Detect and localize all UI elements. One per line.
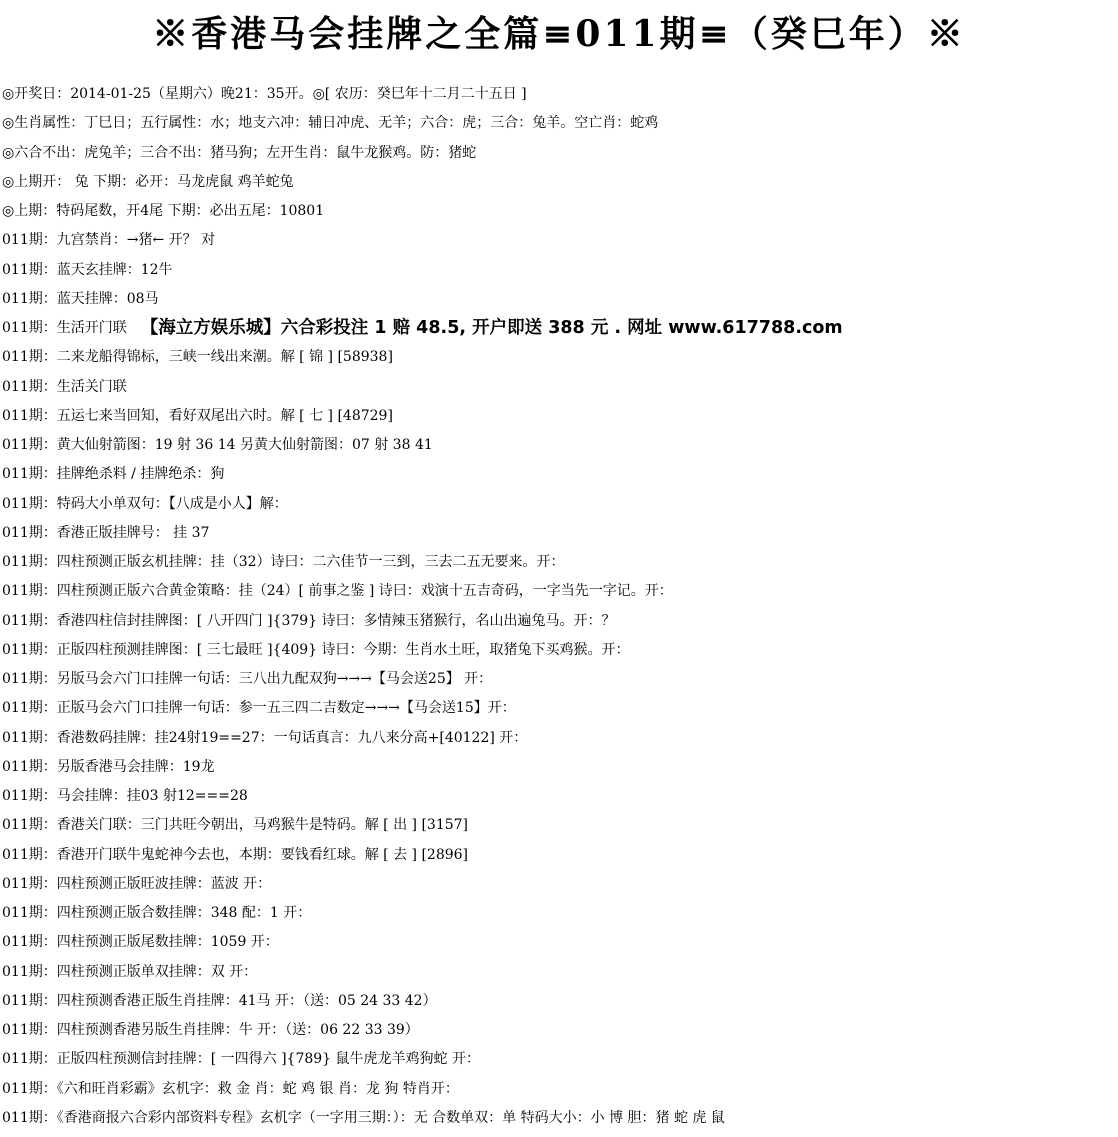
info-line-last-tail: ◎上期：特码尾数，开4尾 下期：必出五尾：10801	[2, 203, 325, 219]
list-item: 011期：四柱预测香港正版生肖挂牌：41马 开：（送：05 24 33 42）	[2, 992, 437, 1009]
list-item: 011期：生活开门联 【海立方娱乐城】六合彩投注 1 赔 48.5, 开户即送 388 元 . 网址 www.617788.com	[2, 318, 843, 338]
list-item: 011期：黄大仙射箭图：19 射 36 14 另黄大仙射箭图：07 射 38 41	[2, 437, 433, 453]
list-item: 011期：正版四柱预测信封挂牌：[ 一四得六 ]{789} 鼠牛虎龙羊鸡狗蛇 开：	[2, 1051, 480, 1068]
list-item: 011期：另版马会六门口挂牌一句话：三八出九配双狗→→→【马会送25】 开：	[2, 671, 493, 687]
list-item: 011期：四柱预测正版旺波挂牌：蓝波 开：	[2, 875, 272, 892]
list-item: 011期：生活关门联	[2, 378, 127, 395]
list-item: 011期：香港四柱信封挂牌图：[ 八开四门 ]{379} 诗曰：多情辣玉猪猴行，名山出遍兔马。开：？	[2, 612, 616, 629]
list-item: 011期：二来龙船得锦标，三峡一线出来潮。解 [ 锦 ] [58938]	[2, 349, 393, 366]
list-item: 011期：另版香港马会挂牌：19龙	[2, 758, 215, 775]
list-item: 011期：九宫禁肖：→猪← 开？ 对	[2, 232, 216, 249]
list-item: 011期：正版马会六门口挂牌一句话：参一五三四二吉数定→→→【马会送15】开：	[2, 700, 516, 717]
list-item: 011期：四柱预测正版合数挂牌：348 配：1 开：	[2, 905, 312, 921]
list-item: 011期：香港关门联：三门共旺今朝出，马鸡猴牛是特码。解 [ 出 ] [3157]	[2, 817, 468, 834]
list-item: 011期：四柱预测正版玄机挂牌：挂（32）诗曰：二六佳节一三到，三去二五无要来。开：	[2, 554, 565, 570]
list-item: 011期：蓝天玄挂牌：12牛	[2, 261, 173, 278]
content-list	[2, 80, 1116, 1133]
list-item: 011期：特码大小单双句：【八成是小人】解：	[2, 495, 288, 512]
list-item: 011期：《六和旺肖彩霸》玄机字：救 金 肖：蛇 鸡 银 肖：龙 狗 特肖开：	[2, 1080, 459, 1097]
list-item: 011期：香港数码挂牌：挂24射19==27：一句话真言：九八来分高+[40122] 开：	[2, 729, 528, 746]
list-item: 011期：《香港商报六合彩内部资料专程》玄机字（一字用三期：）：无 合数单双：单 特码大小：小 博 胆：猪 蛇 虎 鼠	[2, 1109, 725, 1126]
list-item: 011期：四柱预测正版尾数挂牌：1059 开：	[2, 934, 279, 951]
list-item: 011期：四柱预测正版单双挂牌：双 开：	[2, 963, 258, 980]
page-title: ※香港马会挂牌之全篇≡011期≡（癸巳年）※	[152, 13, 966, 55]
list-item: 011期：正版四柱预测挂牌图：[ 三七最旺 ]{409} 诗曰：今期：生肖水土旺，取猪兔下买鸡猴。开：	[2, 641, 630, 658]
info-line-attributes: ◎生肖属性：丁巳日；五行属性：水；地支六冲：辅日冲虎、无羊；六合：虎；三合：兔羊。空亡肖：蛇鸡	[2, 115, 659, 132]
info-line-last-draw: ◎上期开： 兔 下期：必开：马龙虎鼠 鸡羊蛇兔	[2, 173, 294, 190]
list-item: 011期：香港开门联牛鬼蛇神今去也，本期：要钱看红球。解 [ 去 ] [2896]	[2, 846, 468, 863]
ad-banner-link[interactable]: 【海立方娱乐城】六合彩投注 1 赔 48.5, 开户即送 388 元 . 网址 www.617788.com	[140, 318, 843, 338]
info-line-date: ◎开奖日：2014-01-25（星期六）晚21：35开。◎[ 农历：癸巳年十二月二十五日 ]	[2, 86, 527, 102]
list-item: 011期：四柱预测香港另版生肖挂牌：牛 开：（送：06 22 33 39）	[2, 1022, 419, 1038]
list-item: 011期：香港正版挂牌号： 挂 37	[2, 524, 210, 541]
list-item: 011期：五运七来当回知，看好双尾出六时。解 [ 七 ] [48729]	[2, 407, 393, 424]
list-item: 011期：马会挂牌：挂03 射12===28	[2, 788, 248, 804]
info-line-liuhe: ◎六合不出：虎兔羊；三合不出：猪马狗；左开生肖：鼠牛龙猴鸡。防：猪蛇	[2, 144, 477, 161]
list-item: 011期：挂牌绝杀料 / 挂牌绝杀：狗	[2, 466, 225, 483]
list-item: 011期：蓝天挂牌：08马	[2, 290, 159, 307]
list-item: 011期：四柱预测正版六合黄金策略：挂（24）[ 前事之鉴 ] 诗曰：戏演十五吉奇码，一字当先一字记。开：	[2, 583, 673, 600]
